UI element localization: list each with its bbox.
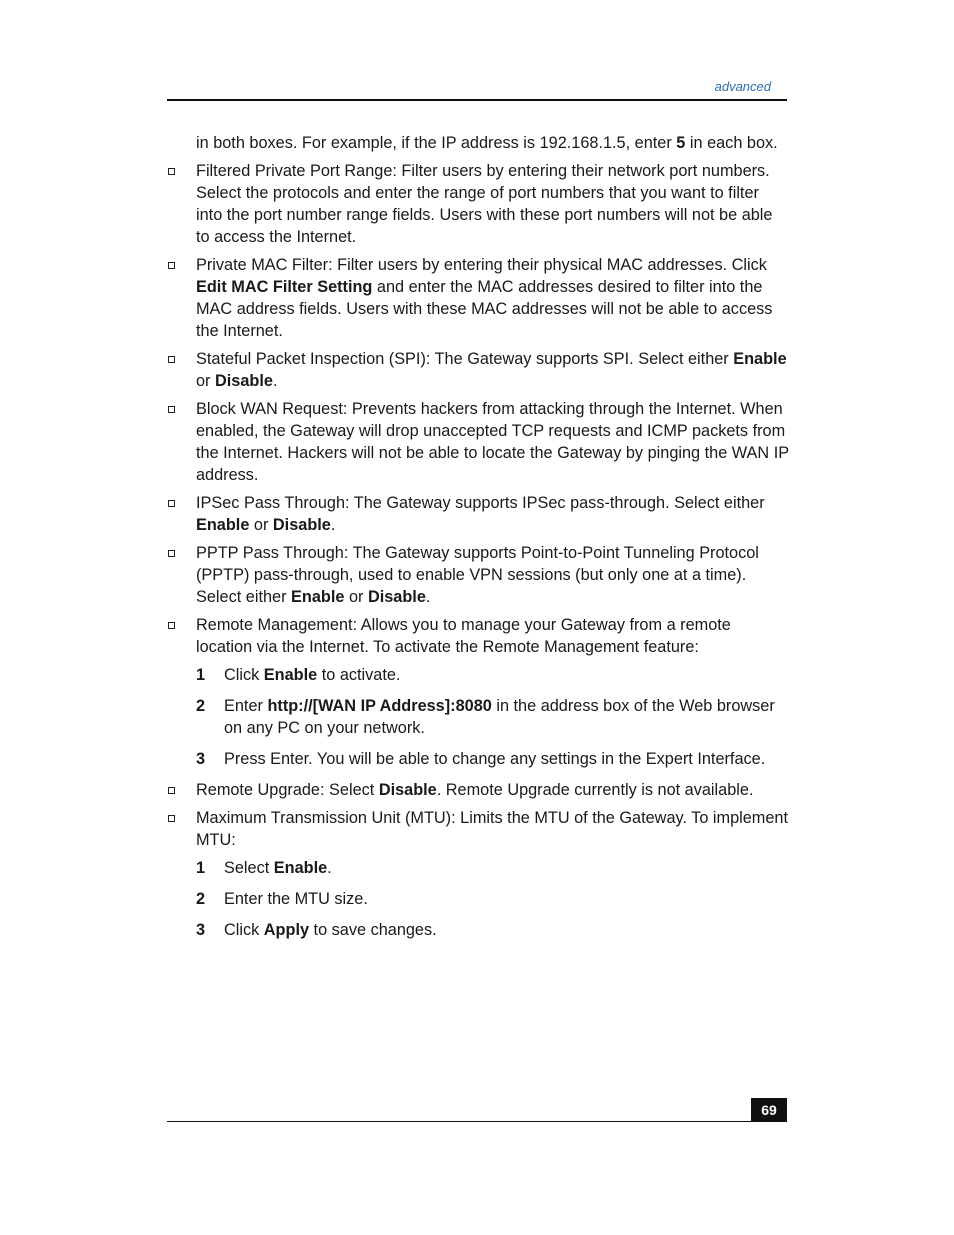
mac-filter-bold: Edit MAC Filter Setting bbox=[196, 278, 373, 296]
bullet-port-range bbox=[167, 160, 789, 248]
step-item bbox=[196, 748, 789, 770]
step-bold: Enable bbox=[263, 666, 318, 684]
intro-text: in both boxes. For example, if the IP address is 192.168.1.5, enter bbox=[196, 134, 677, 152]
remote-upgrade-text-end: . Remote Upgrade currently is not available. bbox=[436, 781, 754, 799]
spi-disable: Disable bbox=[215, 372, 273, 390]
remote-management-text: Remote Management: Allows you to manage your Gateway from a remote location via the Internet. To activate the Remote Management feature: bbox=[196, 616, 731, 656]
step-text: Enter the MTU size. bbox=[224, 890, 368, 908]
spi-or: or bbox=[196, 372, 216, 390]
checkbox-bullet-icon bbox=[168, 500, 175, 507]
pptp-disable: Disable bbox=[367, 588, 426, 606]
step-text-end: to save changes. bbox=[309, 921, 437, 939]
checkbox-bullet-icon bbox=[168, 550, 175, 557]
remote-management-steps bbox=[196, 664, 789, 770]
checkbox-bullet-icon bbox=[168, 262, 175, 269]
pptp-enable: Enable bbox=[291, 588, 345, 606]
step-text: Click bbox=[224, 666, 264, 684]
step-bold: http://[WAN IP Address]:8080 bbox=[267, 697, 492, 715]
header-rule bbox=[167, 99, 787, 101]
mac-filter-text-end: and enter the MAC addresses desired to filter into the MAC address fields. Users with these MAC addresses will not be able to access the Internet. bbox=[196, 278, 773, 340]
spi-text: Stateful Packet Inspection (SPI): The Gateway supports SPI. Select either bbox=[196, 350, 734, 368]
checkbox-bullet-icon bbox=[168, 815, 175, 822]
block-wan-text: Block WAN Request: Prevents hackers from attacking through the Internet. When enabled, the Gateway will drop unaccepted TCP requests and ICMP packets from the Internet. Hackers will not be able to locate the Gateway by pinging the WAN IP address. bbox=[196, 400, 789, 484]
checkbox-bullet-icon bbox=[168, 406, 175, 413]
step-text-end: in the address box of the Web browser on any PC on your network. bbox=[224, 697, 775, 737]
step-number: 2 bbox=[196, 697, 206, 715]
bullet-mtu bbox=[167, 807, 789, 851]
pptp-or: or bbox=[344, 588, 368, 606]
ipsec-or: or bbox=[249, 516, 273, 534]
step-bold: Apply bbox=[263, 921, 310, 939]
remote-upgrade-bold: Disable bbox=[378, 781, 437, 799]
step-text-end: to activate. bbox=[317, 666, 401, 684]
bullet-mac-filter bbox=[167, 254, 789, 342]
step-item bbox=[196, 664, 789, 686]
step-text: Select bbox=[224, 859, 274, 877]
step-number: 3 bbox=[196, 750, 206, 768]
pptp-end: . bbox=[425, 588, 431, 606]
step-item bbox=[196, 919, 789, 941]
intro-paragraph bbox=[196, 132, 789, 154]
ipsec-text: IPSec Pass Through: The Gateway supports IPSec pass-through. Select either bbox=[196, 494, 765, 512]
intro-text-end: in each box. bbox=[685, 134, 778, 152]
section-header-label: advanced bbox=[714, 79, 771, 94]
mtu-steps bbox=[196, 857, 789, 941]
bullet-ipsec bbox=[167, 492, 789, 536]
checkbox-bullet-icon bbox=[168, 168, 175, 175]
bullet-remote-management bbox=[167, 614, 789, 658]
step-number: 1 bbox=[196, 859, 206, 877]
step-text-end: . bbox=[327, 859, 332, 877]
step-number: 1 bbox=[196, 666, 206, 684]
step-text: Click bbox=[224, 921, 264, 939]
checkbox-bullet-icon bbox=[168, 787, 175, 794]
page-number: 69 bbox=[751, 1098, 787, 1122]
checkbox-bullet-icon bbox=[168, 622, 175, 629]
step-item bbox=[196, 857, 789, 879]
step-number: 2 bbox=[196, 890, 206, 908]
ipsec-enable: Enable bbox=[196, 516, 250, 534]
pptp-text: PPTP Pass Through: The Gateway supports Point-to-Point Tunneling Protocol (PPTP) pass-through, used to enable VPN sessions (but only one at a time). Select either bbox=[196, 544, 759, 606]
spi-end: . bbox=[272, 372, 278, 390]
spi-enable: Enable bbox=[733, 350, 787, 368]
step-bold: Enable bbox=[273, 859, 328, 877]
bullet-spi bbox=[167, 348, 789, 392]
bullet-remote-upgrade bbox=[167, 779, 789, 801]
remote-upgrade-text: Remote Upgrade: Select bbox=[196, 781, 379, 799]
step-text: Press Enter. You will be able to change any settings in the Expert Interface. bbox=[224, 750, 766, 768]
step-number: 3 bbox=[196, 921, 206, 939]
step-item bbox=[196, 695, 789, 739]
mtu-text: Maximum Transmission Unit (MTU): Limits the MTU of the Gateway. To implement MTU: bbox=[196, 809, 788, 849]
ipsec-disable: Disable bbox=[272, 516, 331, 534]
step-item bbox=[196, 888, 789, 910]
ipsec-end: . bbox=[330, 516, 336, 534]
mac-filter-text: Private MAC Filter: Filter users by entering their physical MAC addresses. Click bbox=[196, 256, 767, 274]
bullet-pptp bbox=[167, 542, 789, 608]
port-range-text: Filtered Private Port Range: Filter users by entering their network port numbers. Select the protocols and enter the range of port numbers that you want to filter into the port number range fields. Users with these port numbers will not be able to access the Internet. bbox=[196, 162, 773, 246]
step-text: Enter bbox=[224, 697, 268, 715]
checkbox-bullet-icon bbox=[168, 356, 175, 363]
bullet-block-wan bbox=[167, 398, 789, 486]
intro-bold: 5 bbox=[676, 134, 686, 152]
footer-rule bbox=[167, 1121, 787, 1122]
page-content bbox=[167, 132, 789, 950]
